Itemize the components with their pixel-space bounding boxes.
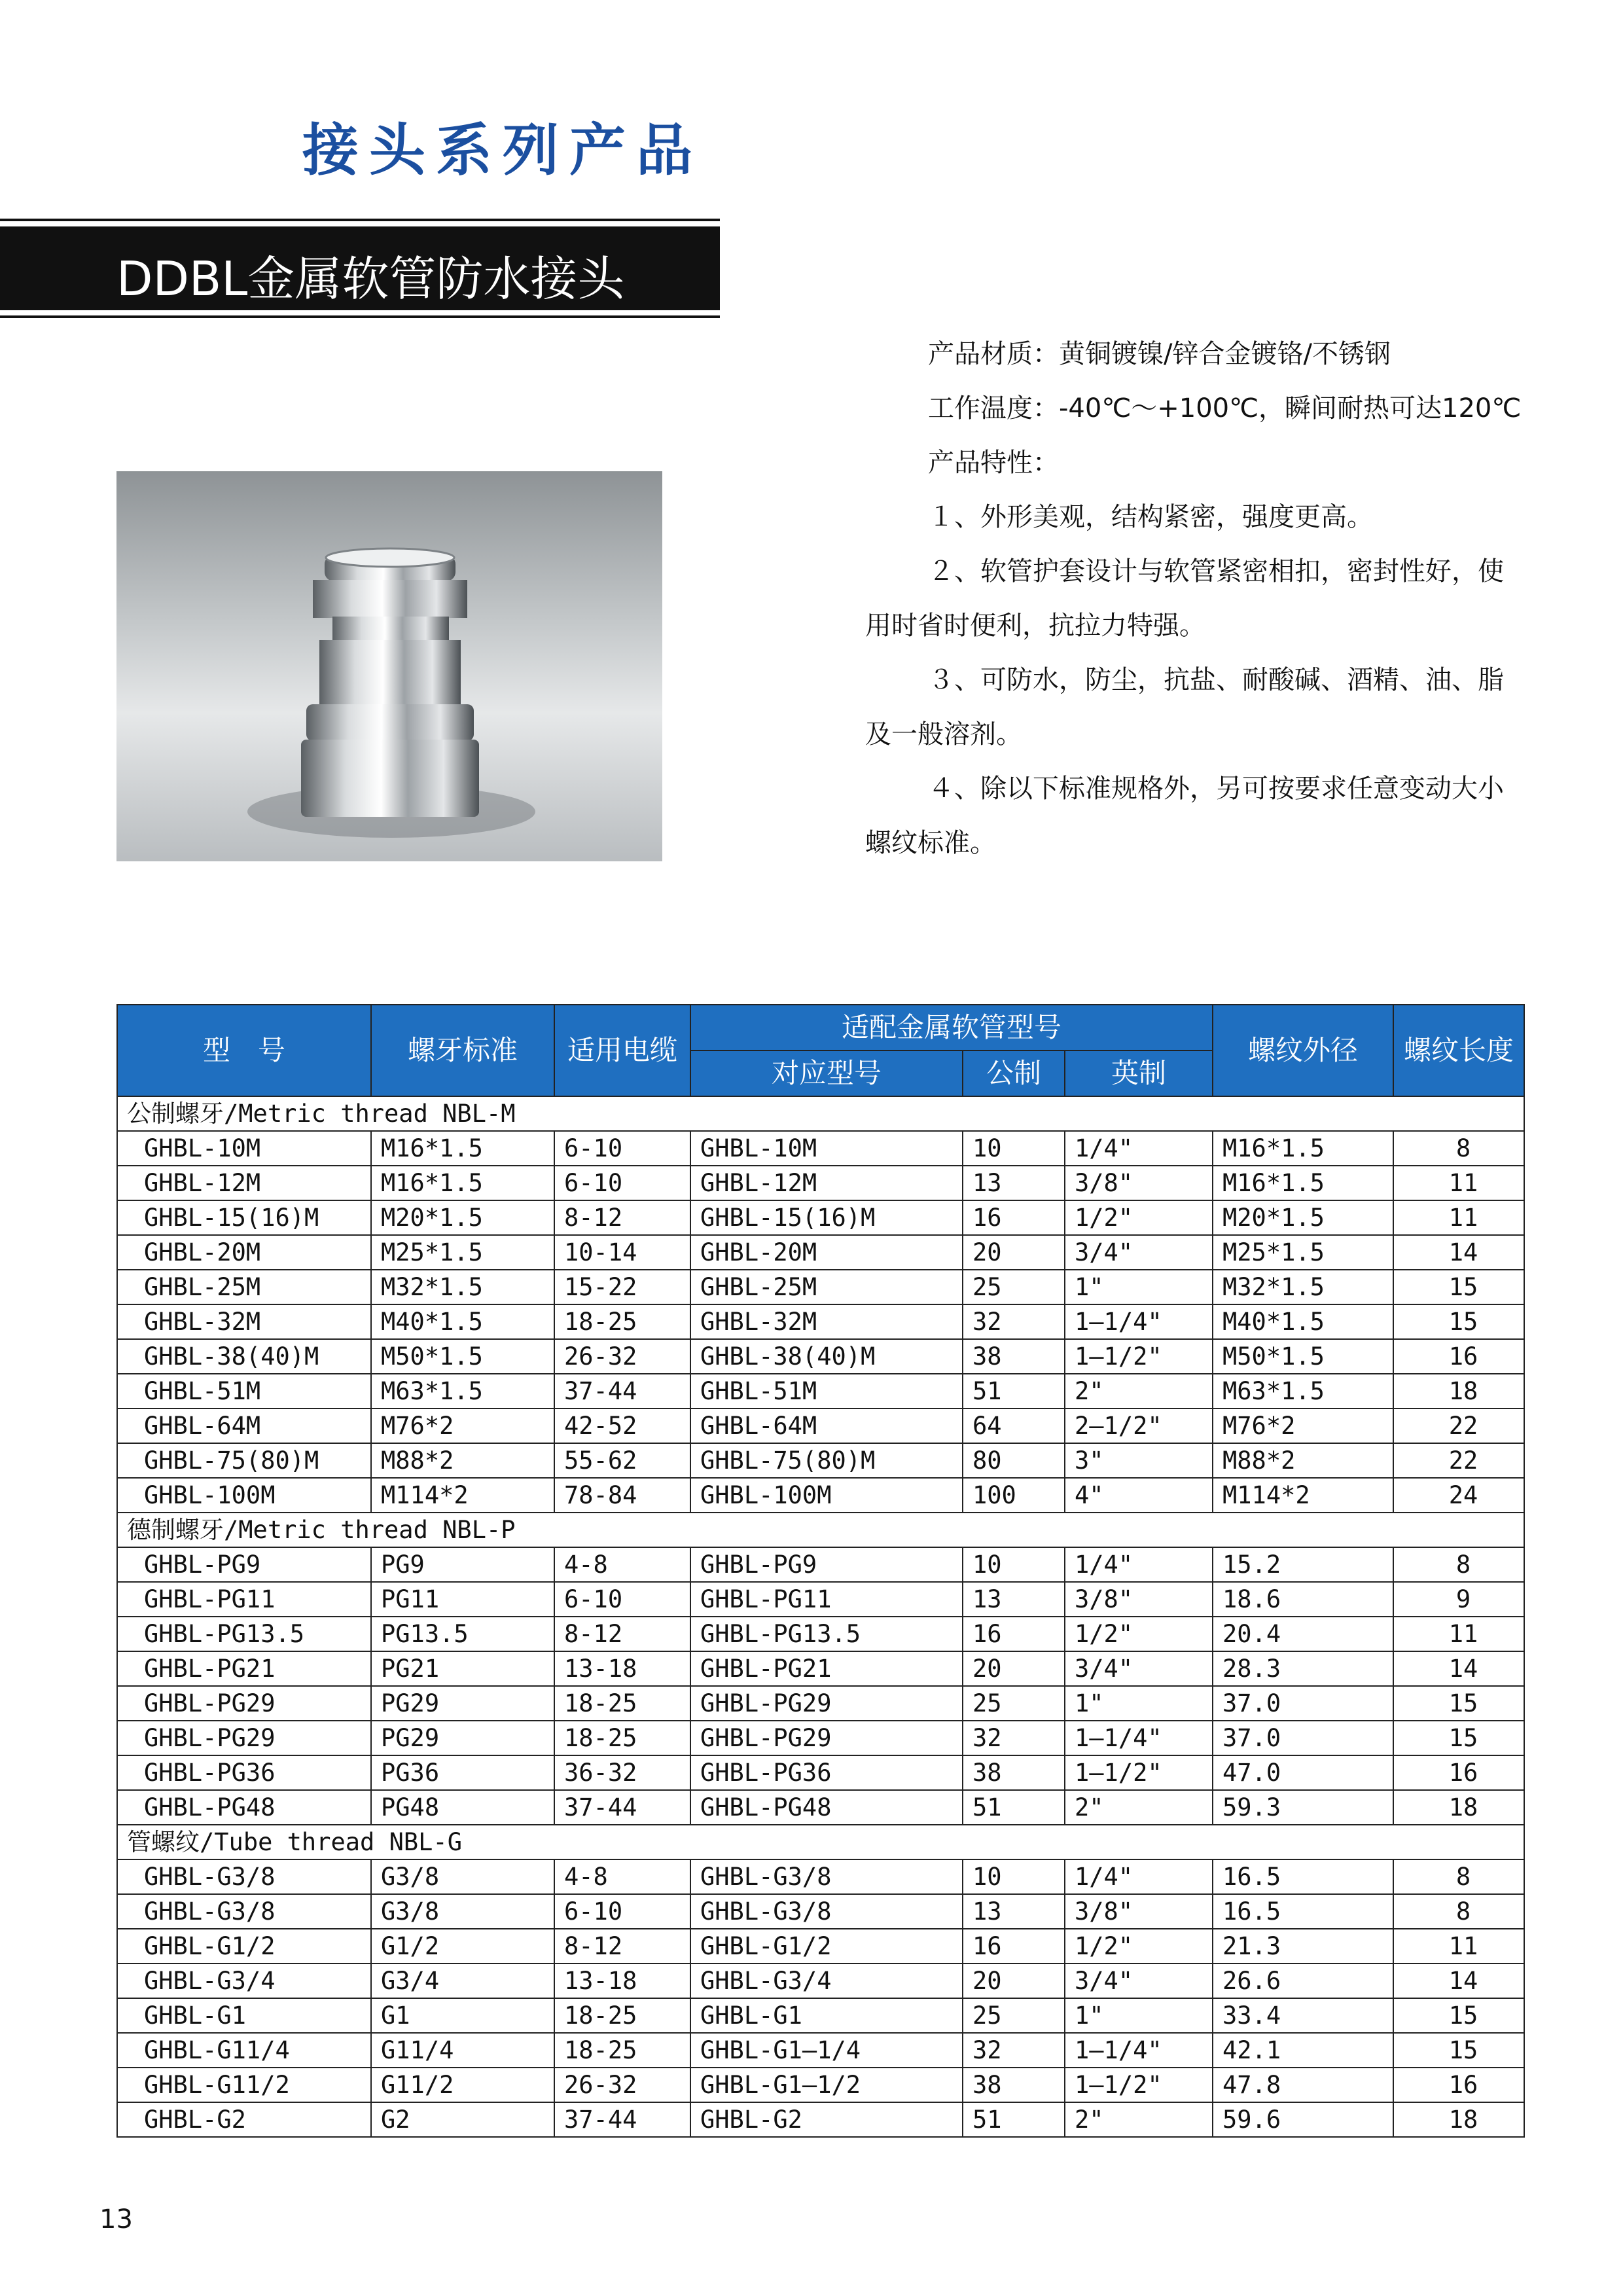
page-number: 13 — [99, 2204, 133, 2234]
table-row — [117, 2068, 1524, 2102]
outer-diameter-cell: 59.3 — [1213, 1790, 1393, 1825]
hose-model-cell: GHBL-25M — [690, 1270, 963, 1304]
header-metric: 公制 — [963, 1050, 1065, 1096]
metric-cell: 38 — [963, 2068, 1065, 2102]
hose-model-cell: GHBL-PG9 — [690, 1547, 963, 1582]
model-cell: GHBL-G11/2 — [117, 2068, 371, 2102]
cable-cell: 6-10 — [554, 1166, 690, 1200]
table-row — [117, 1478, 1524, 1513]
thread-standard-cell: M50*1.5 — [371, 1339, 554, 1374]
cable-cell: 18-25 — [554, 1304, 690, 1339]
thread-standard-cell: PG9 — [371, 1547, 554, 1582]
imperial-cell: 3/4" — [1065, 1235, 1213, 1270]
metric-cell: 25 — [963, 1270, 1065, 1304]
product-banner — [0, 226, 720, 310]
imperial-cell: 2" — [1065, 1790, 1213, 1825]
hose-model-cell: GHBL-51M — [690, 1374, 963, 1408]
imperial-cell: 3/4" — [1065, 1651, 1213, 1686]
thread-standard-cell: G11/2 — [371, 2068, 554, 2102]
model-cell: GHBL-G2 — [117, 2102, 371, 2137]
imperial-cell: 3/8" — [1065, 1582, 1213, 1617]
model-cell: GHBL-G11/4 — [117, 2033, 371, 2068]
imperial-cell: 1—1/2" — [1065, 1339, 1213, 1374]
cable-cell: 18-25 — [554, 1686, 690, 1721]
header-hose-group: 适配金属软管型号 — [690, 1005, 1213, 1050]
table-row — [117, 2033, 1524, 2068]
outer-diameter-cell: M32*1.5 — [1213, 1270, 1393, 1304]
table-row — [117, 1408, 1524, 1443]
cable-cell: 10-14 — [554, 1235, 690, 1270]
metric-cell: 25 — [963, 1998, 1065, 2033]
thread-standard-cell: M16*1.5 — [371, 1131, 554, 1166]
product-photo — [116, 471, 662, 861]
thread-standard-cell: PG21 — [371, 1651, 554, 1686]
group-row — [117, 1096, 1524, 1131]
metric-cell: 100 — [963, 1478, 1065, 1513]
thread-standard-cell: G3/4 — [371, 1964, 554, 1998]
hose-model-cell: GHBL-G1 — [690, 1998, 963, 2033]
length-cell: 18 — [1393, 1374, 1524, 1408]
length-cell: 22 — [1393, 1408, 1524, 1443]
spec-table-body — [117, 1096, 1524, 2137]
thread-standard-cell: PG13.5 — [371, 1617, 554, 1651]
thread-standard-cell: PG29 — [371, 1721, 554, 1755]
length-cell: 11 — [1393, 1166, 1524, 1200]
length-cell: 15 — [1393, 1998, 1524, 2033]
table-row — [117, 1339, 1524, 1374]
thread-standard-cell: G2 — [371, 2102, 554, 2137]
hose-model-cell: GHBL-G2 — [690, 2102, 963, 2137]
imperial-cell: 1/4" — [1065, 1131, 1213, 1166]
thread-standard-cell: G1/2 — [371, 1929, 554, 1964]
header-model: 型 号 — [117, 1005, 371, 1096]
table-row — [117, 1998, 1524, 2033]
model-cell: GHBL-15(16)M — [117, 1200, 371, 1235]
model-cell: GHBL-PG48 — [117, 1790, 371, 1825]
length-cell: 15 — [1393, 1721, 1524, 1755]
length-cell: 11 — [1393, 1200, 1524, 1235]
hose-model-cell: GHBL-15(16)M — [690, 1200, 963, 1235]
imperial-cell: 1/2" — [1065, 1200, 1213, 1235]
thread-standard-cell: M88*2 — [371, 1443, 554, 1478]
table-row — [117, 1755, 1524, 1790]
table-row — [117, 1166, 1524, 1200]
header-thread-standard: 螺牙标准 — [371, 1005, 554, 1096]
hose-model-cell: GHBL-PG29 — [690, 1721, 963, 1755]
metric-cell: 32 — [963, 1721, 1065, 1755]
hose-model-cell: GHBL-100M — [690, 1478, 963, 1513]
outer-diameter-cell: 20.4 — [1213, 1617, 1393, 1651]
model-cell: GHBL-20M — [117, 1235, 371, 1270]
product-description — [865, 327, 1526, 870]
cable-cell: 37-44 — [554, 1790, 690, 1825]
outer-diameter-cell: 47.0 — [1213, 1755, 1393, 1790]
metric-cell: 16 — [963, 1200, 1065, 1235]
outer-diameter-cell: 33.4 — [1213, 1998, 1393, 2033]
hose-model-cell: GHBL-64M — [690, 1408, 963, 1443]
cable-cell: 18-25 — [554, 1721, 690, 1755]
imperial-cell: 1/2" — [1065, 1617, 1213, 1651]
feature-item: ３、可防水，防尘，抗盐、耐酸碱、酒精、油、脂及一般溶剂。 — [865, 665, 1504, 749]
hose-model-cell: GHBL-PG21 — [690, 1651, 963, 1686]
group-title: 公制螺牙/Metric thread NBL-M — [117, 1096, 1524, 1131]
hose-model-cell: GHBL-PG29 — [690, 1686, 963, 1721]
length-cell: 8 — [1393, 1894, 1524, 1929]
imperial-cell: 1" — [1065, 1686, 1213, 1721]
feature-item: ２、软管护套设计与软管紧密相扣，密封性好，使用时省时便利，抗拉力特强。 — [865, 556, 1504, 641]
model-cell: GHBL-PG36 — [117, 1755, 371, 1790]
imperial-cell: 4" — [1065, 1478, 1213, 1513]
thread-standard-cell: M20*1.5 — [371, 1200, 554, 1235]
outer-diameter-cell: M16*1.5 — [1213, 1166, 1393, 1200]
banner-bottom-rule — [0, 315, 720, 318]
model-cell: GHBL-PG29 — [117, 1721, 371, 1755]
cable-cell: 8-12 — [554, 1929, 690, 1964]
length-cell: 11 — [1393, 1617, 1524, 1651]
outer-diameter-cell: M16*1.5 — [1213, 1131, 1393, 1166]
cable-cell: 8-12 — [554, 1617, 690, 1651]
length-cell: 15 — [1393, 2033, 1524, 2068]
model-cell: GHBL-PG11 — [117, 1582, 371, 1617]
outer-diameter-cell: M40*1.5 — [1213, 1304, 1393, 1339]
cable-cell: 37-44 — [554, 2102, 690, 2137]
outer-diameter-cell: 37.0 — [1213, 1721, 1393, 1755]
table-row — [117, 1651, 1524, 1686]
imperial-cell: 1/2" — [1065, 1929, 1213, 1964]
outer-diameter-cell: 15.2 — [1213, 1547, 1393, 1582]
metric-cell: 51 — [963, 1790, 1065, 1825]
series-title: 接头系列产品 — [302, 118, 703, 183]
table-row — [117, 1859, 1524, 1894]
length-cell: 16 — [1393, 1339, 1524, 1374]
group-title: 德制螺牙/Metric thread NBL-P — [117, 1513, 1524, 1547]
imperial-cell: 1—1/4" — [1065, 1721, 1213, 1755]
header-hose-model: 对应型号 — [690, 1050, 963, 1096]
outer-diameter-cell: M88*2 — [1213, 1443, 1393, 1478]
group-title: 管螺纹/Tube thread NBL-G — [117, 1825, 1524, 1859]
table-row — [117, 1304, 1524, 1339]
metric-cell: 20 — [963, 1651, 1065, 1686]
header-cable: 适用电缆 — [554, 1005, 690, 1096]
outer-diameter-cell: M25*1.5 — [1213, 1235, 1393, 1270]
thread-standard-cell: M16*1.5 — [371, 1166, 554, 1200]
hose-model-cell: GHBL-PG13.5 — [690, 1617, 963, 1651]
hose-model-cell: GHBL-G1—1/4 — [690, 2033, 963, 2068]
metric-cell: 10 — [963, 1547, 1065, 1582]
imperial-cell: 1/4" — [1065, 1547, 1213, 1582]
imperial-cell: 1—1/2" — [1065, 1755, 1213, 1790]
imperial-cell: 1" — [1065, 1270, 1213, 1304]
metric-cell: 13 — [963, 1582, 1065, 1617]
model-cell: GHBL-PG13.5 — [117, 1617, 371, 1651]
model-cell: GHBL-G3/8 — [117, 1859, 371, 1894]
feature-item: ４、除以下标准规格外，另可按要求任意变动大小螺纹标准。 — [865, 774, 1504, 858]
length-cell: 18 — [1393, 2102, 1524, 2137]
imperial-cell: 3/4" — [1065, 1964, 1213, 1998]
spec-table — [116, 1004, 1525, 2138]
thread-standard-cell: M76*2 — [371, 1408, 554, 1443]
metric-cell: 10 — [963, 1859, 1065, 1894]
length-cell: 15 — [1393, 1304, 1524, 1339]
outer-diameter-cell: 37.0 — [1213, 1686, 1393, 1721]
table-row — [117, 1443, 1524, 1478]
table-row — [117, 1547, 1524, 1582]
imperial-cell: 1—1/2" — [1065, 2068, 1213, 2102]
header-length: 螺纹长度 — [1393, 1005, 1524, 1096]
table-row — [117, 1374, 1524, 1408]
hose-model-cell: GHBL-PG48 — [690, 1790, 963, 1825]
hose-model-cell: GHBL-G1/2 — [690, 1929, 963, 1964]
cable-cell: 36-32 — [554, 1755, 690, 1790]
cable-cell: 4-8 — [554, 1547, 690, 1582]
thread-standard-cell: G11/4 — [371, 2033, 554, 2068]
model-cell: GHBL-38(40)M — [117, 1339, 371, 1374]
model-cell: GHBL-64M — [117, 1408, 371, 1443]
metric-cell: 38 — [963, 1339, 1065, 1374]
model-cell: GHBL-75(80)M — [117, 1443, 371, 1478]
model-cell: GHBL-12M — [117, 1166, 371, 1200]
length-cell: 14 — [1393, 1964, 1524, 1998]
cable-cell: 42-52 — [554, 1408, 690, 1443]
table-row — [117, 1131, 1524, 1166]
model-cell: GHBL-32M — [117, 1304, 371, 1339]
cable-cell: 13-18 — [554, 1651, 690, 1686]
thread-standard-cell: G3/8 — [371, 1894, 554, 1929]
metric-cell: 38 — [963, 1755, 1065, 1790]
cable-cell: 26-32 — [554, 2068, 690, 2102]
metric-cell: 13 — [963, 1894, 1065, 1929]
length-cell: 9 — [1393, 1582, 1524, 1617]
thread-standard-cell: PG29 — [371, 1686, 554, 1721]
thread-standard-cell: PG48 — [371, 1790, 554, 1825]
spec-table-header — [117, 1005, 1524, 1096]
imperial-cell: 2—1/2" — [1065, 1408, 1213, 1443]
table-row — [117, 1235, 1524, 1270]
outer-diameter-cell: M114*2 — [1213, 1478, 1393, 1513]
cable-cell: 6-10 — [554, 1131, 690, 1166]
outer-diameter-cell: M50*1.5 — [1213, 1339, 1393, 1374]
outer-diameter-cell: M63*1.5 — [1213, 1374, 1393, 1408]
table-row — [117, 1617, 1524, 1651]
metric-cell: 10 — [963, 1131, 1065, 1166]
model-cell: GHBL-G1 — [117, 1998, 371, 2033]
length-cell: 15 — [1393, 1270, 1524, 1304]
banner-top-rule — [0, 219, 720, 221]
metric-cell: 20 — [963, 1964, 1065, 1998]
imperial-cell: 3/8" — [1065, 1894, 1213, 1929]
model-cell: GHBL-51M — [117, 1374, 371, 1408]
group-row — [117, 1513, 1524, 1547]
hose-model-cell: GHBL-12M — [690, 1166, 963, 1200]
cable-cell: 15-22 — [554, 1270, 690, 1304]
cable-cell: 26-32 — [554, 1339, 690, 1374]
feature-item: １、外形美观，结构紧密，强度更高。 — [928, 502, 1373, 532]
thread-standard-cell: M40*1.5 — [371, 1304, 554, 1339]
metric-cell: 25 — [963, 1686, 1065, 1721]
metric-cell: 16 — [963, 1929, 1065, 1964]
connector-image — [116, 471, 662, 861]
length-cell: 8 — [1393, 1859, 1524, 1894]
metric-cell: 32 — [963, 1304, 1065, 1339]
hose-model-cell: GHBL-G3/4 — [690, 1964, 963, 1998]
imperial-cell: 3" — [1065, 1443, 1213, 1478]
cable-cell: 18-25 — [554, 2033, 690, 2068]
outer-diameter-cell: 16.5 — [1213, 1859, 1393, 1894]
table-row — [117, 1964, 1524, 1998]
model-cell: GHBL-25M — [117, 1270, 371, 1304]
table-row — [117, 1270, 1524, 1304]
thread-standard-cell: M32*1.5 — [371, 1270, 554, 1304]
outer-diameter-cell: M76*2 — [1213, 1408, 1393, 1443]
group-row — [117, 1825, 1524, 1859]
outer-diameter-cell: 59.6 — [1213, 2102, 1393, 2137]
hose-model-cell: GHBL-G3/8 — [690, 1894, 963, 1929]
cable-cell: 55-62 — [554, 1443, 690, 1478]
thread-standard-cell: M63*1.5 — [371, 1374, 554, 1408]
length-cell: 11 — [1393, 1929, 1524, 1964]
features-heading: 产品特性： — [928, 448, 1059, 478]
length-cell: 14 — [1393, 1235, 1524, 1270]
metric-cell: 80 — [963, 1443, 1065, 1478]
length-cell: 15 — [1393, 1686, 1524, 1721]
cable-cell: 4-8 — [554, 1859, 690, 1894]
material-text: 产品材质：黄铜镀镍/锌合金镀铬/不锈钢 — [928, 339, 1391, 369]
model-cell: GHBL-10M — [117, 1131, 371, 1166]
length-cell: 22 — [1393, 1443, 1524, 1478]
model-cell: GHBL-100M — [117, 1478, 371, 1513]
outer-diameter-cell: M20*1.5 — [1213, 1200, 1393, 1235]
table-row — [117, 1582, 1524, 1617]
metric-cell: 64 — [963, 1408, 1065, 1443]
length-cell: 16 — [1393, 2068, 1524, 2102]
thread-standard-cell: PG11 — [371, 1582, 554, 1617]
metric-cell: 51 — [963, 1374, 1065, 1408]
model-cell: GHBL-PG29 — [117, 1686, 371, 1721]
imperial-cell: 3/8" — [1065, 1166, 1213, 1200]
metric-cell: 16 — [963, 1617, 1065, 1651]
cable-cell: 78-84 — [554, 1478, 690, 1513]
length-cell: 24 — [1393, 1478, 1524, 1513]
table-row — [117, 1790, 1524, 1825]
outer-diameter-cell: 26.6 — [1213, 1964, 1393, 1998]
outer-diameter-cell: 16.5 — [1213, 1894, 1393, 1929]
hose-model-cell: GHBL-38(40)M — [690, 1339, 963, 1374]
table-row — [117, 2102, 1524, 2137]
length-cell: 16 — [1393, 1755, 1524, 1790]
length-cell: 14 — [1393, 1651, 1524, 1686]
cable-cell: 6-10 — [554, 1582, 690, 1617]
hose-model-cell: GHBL-G3/8 — [690, 1859, 963, 1894]
hose-model-cell: GHBL-PG11 — [690, 1582, 963, 1617]
imperial-cell: 1/4" — [1065, 1859, 1213, 1894]
table-row — [117, 1929, 1524, 1964]
table-row — [117, 1686, 1524, 1721]
metric-cell: 20 — [963, 1235, 1065, 1270]
hose-model-cell: GHBL-32M — [690, 1304, 963, 1339]
hose-model-cell: GHBL-G1—1/2 — [690, 2068, 963, 2102]
banner-title: DDBL金属软管防水接头 — [116, 251, 625, 306]
model-cell: GHBL-G3/8 — [117, 1894, 371, 1929]
hose-model-cell: GHBL-75(80)M — [690, 1443, 963, 1478]
imperial-cell: 2" — [1065, 2102, 1213, 2137]
cable-cell: 13-18 — [554, 1964, 690, 1998]
model-cell: GHBL-PG9 — [117, 1547, 371, 1582]
metric-cell: 13 — [963, 1166, 1065, 1200]
imperial-cell: 1—1/4" — [1065, 1304, 1213, 1339]
imperial-cell: 2" — [1065, 1374, 1213, 1408]
outer-diameter-cell: 42.1 — [1213, 2033, 1393, 2068]
thread-standard-cell: M114*2 — [371, 1478, 554, 1513]
length-cell: 8 — [1393, 1547, 1524, 1582]
model-cell: GHBL-PG21 — [117, 1651, 371, 1686]
imperial-cell: 1" — [1065, 1998, 1213, 2033]
table-row — [117, 1894, 1524, 1929]
cable-cell: 8-12 — [554, 1200, 690, 1235]
length-cell: 18 — [1393, 1790, 1524, 1825]
model-cell: GHBL-G3/4 — [117, 1964, 371, 1998]
outer-diameter-cell: 18.6 — [1213, 1582, 1393, 1617]
table-row — [117, 1721, 1524, 1755]
temperature-text: 工作温度：-40℃～+100℃，瞬间耐热可达120℃ — [928, 393, 1522, 423]
imperial-cell: 1—1/4" — [1065, 2033, 1213, 2068]
thread-standard-cell: PG36 — [371, 1755, 554, 1790]
cable-cell: 37-44 — [554, 1374, 690, 1408]
outer-diameter-cell: 21.3 — [1213, 1929, 1393, 1964]
cable-cell: 6-10 — [554, 1894, 690, 1929]
metric-cell: 51 — [963, 2102, 1065, 2137]
length-cell: 8 — [1393, 1131, 1524, 1166]
outer-diameter-cell: 47.8 — [1213, 2068, 1393, 2102]
thread-standard-cell: G3/8 — [371, 1859, 554, 1894]
hose-model-cell: GHBL-10M — [690, 1131, 963, 1166]
thread-standard-cell: G1 — [371, 1998, 554, 2033]
header-imperial: 英制 — [1065, 1050, 1213, 1096]
outer-diameter-cell: 28.3 — [1213, 1651, 1393, 1686]
hose-model-cell: GHBL-20M — [690, 1235, 963, 1270]
metric-cell: 32 — [963, 2033, 1065, 2068]
model-cell: GHBL-G1/2 — [117, 1929, 371, 1964]
cable-cell: 18-25 — [554, 1998, 690, 2033]
thread-standard-cell: M25*1.5 — [371, 1235, 554, 1270]
hose-model-cell: GHBL-PG36 — [690, 1755, 963, 1790]
table-row — [117, 1200, 1524, 1235]
header-outer-diameter: 螺纹外径 — [1213, 1005, 1393, 1096]
